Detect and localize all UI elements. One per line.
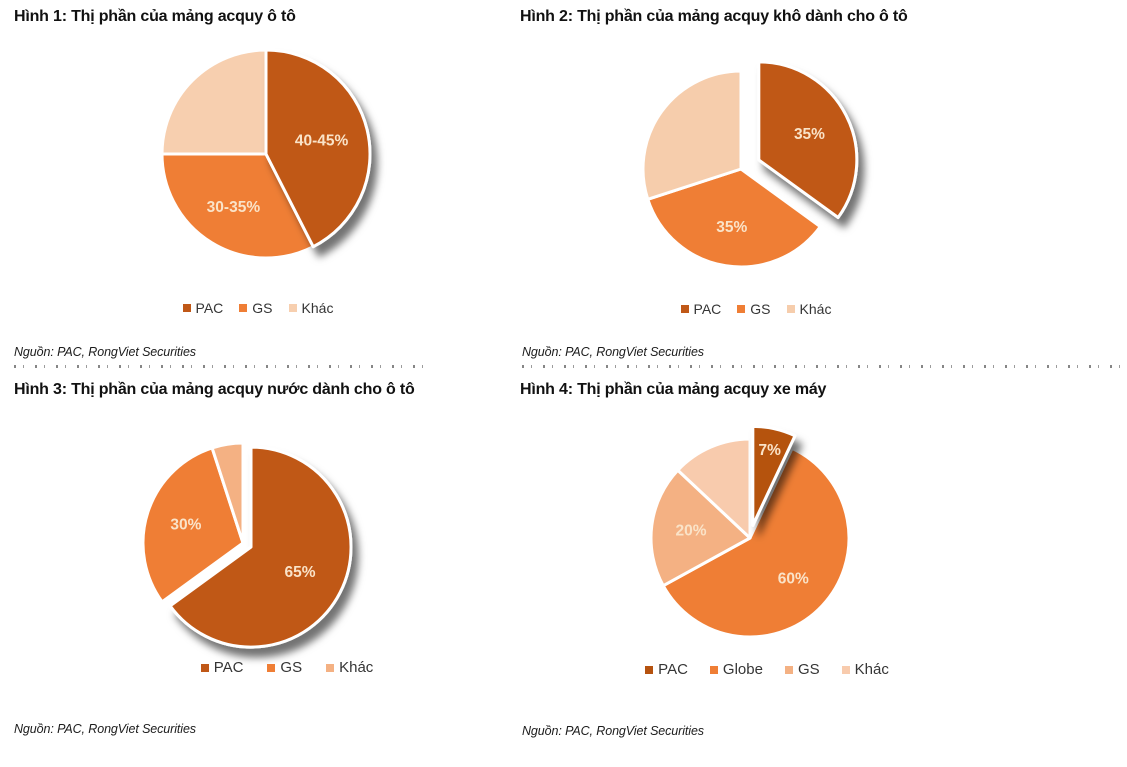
pie-chart-4 — [611, 399, 889, 677]
figure-2-source: Nguồn: PAC, RongViet Securities — [522, 345, 704, 359]
legend-label: Globe — [722, 661, 763, 678]
data-label-pac: 65% — [284, 564, 316, 582]
legend-marker-icon — [183, 304, 191, 312]
legend-item-khác — [842, 661, 889, 678]
legend-chart-3 — [37, 659, 537, 676]
legend-chart-4 — [517, 661, 1017, 678]
legend-item-khác — [289, 300, 334, 316]
legend-chart-1 — [8, 300, 508, 316]
legend-item-pac — [645, 661, 688, 678]
data-label-pac: 7% — [758, 441, 781, 459]
pie-chart-3 — [103, 403, 383, 683]
legend-marker-icon — [289, 304, 297, 312]
figure-4-title: Hình 4: Thị phần của mảng acquy xe máy — [520, 381, 827, 398]
cropped-text-line — [14, 365, 427, 368]
legend-item-gs — [239, 300, 272, 316]
data-label-gs: 35% — [716, 219, 748, 237]
figure-4-source: Nguồn: PAC, RongViet Securities — [522, 724, 704, 738]
legend-item-globe — [710, 661, 763, 678]
legend-marker-icon — [737, 305, 745, 313]
legend-marker-icon — [267, 664, 275, 672]
data-label-gs: 30% — [170, 516, 202, 534]
legend-label: Khác — [301, 300, 334, 316]
legend-label: PAC — [195, 300, 224, 316]
data-label-pac: 40-45% — [294, 132, 349, 150]
legend-item-pac — [183, 300, 224, 316]
legend-marker-icon — [326, 664, 334, 672]
data-label-gs: 20% — [675, 522, 707, 540]
pie-slice-khác — [162, 50, 266, 154]
legend-label: GS — [797, 661, 820, 678]
pie-chart-1 — [122, 10, 410, 298]
legend-label: GS — [280, 659, 303, 676]
figure-2-title: Hình 2: Thị phần của mảng acquy khô dành cho ô tô — [520, 8, 908, 25]
legend-label: GS — [252, 300, 273, 316]
legend-marker-icon — [842, 666, 850, 674]
cropped-text-line — [522, 365, 1127, 368]
legend-label: Khác — [339, 659, 374, 676]
legend-item-gs — [737, 301, 770, 317]
legend-item-khác — [326, 659, 373, 676]
legend-label: Khác — [799, 301, 832, 317]
legend-label: PAC — [213, 659, 244, 676]
legend-marker-icon — [239, 304, 247, 312]
legend-item-pac — [681, 301, 722, 317]
legend-item-gs — [785, 661, 820, 678]
data-label-gs: 30-35% — [206, 199, 261, 217]
legend-item-pac — [201, 659, 244, 676]
legend-label: Khác — [854, 661, 889, 678]
legend-marker-icon — [681, 305, 689, 313]
legend-chart-2 — [506, 301, 1006, 317]
data-label-pac: 35% — [793, 126, 825, 144]
legend-label: PAC — [693, 301, 722, 317]
figure-1-source: Nguồn: PAC, RongViet Securities — [14, 345, 196, 359]
legend-item-gs — [267, 659, 302, 676]
legend-marker-icon — [201, 664, 209, 672]
legend-marker-icon — [710, 666, 718, 674]
legend-label: GS — [750, 301, 771, 317]
legend-label: PAC — [658, 661, 688, 678]
data-label-globe: 60% — [777, 570, 809, 588]
legend-marker-icon — [787, 305, 795, 313]
figure-3-title: Hình 3: Thị phần của mảng acquy nước dành cho ô tô — [14, 381, 415, 398]
figure-3-source: Nguồn: PAC, RongViet Securities — [14, 722, 196, 736]
legend-marker-icon — [645, 666, 653, 674]
figure-1-title: Hình 1: Thị phần của mảng acquy ô tô — [14, 8, 296, 25]
legend-item-khác — [787, 301, 832, 317]
legend-marker-icon — [785, 666, 793, 674]
pie-chart-2 — [603, 31, 879, 307]
